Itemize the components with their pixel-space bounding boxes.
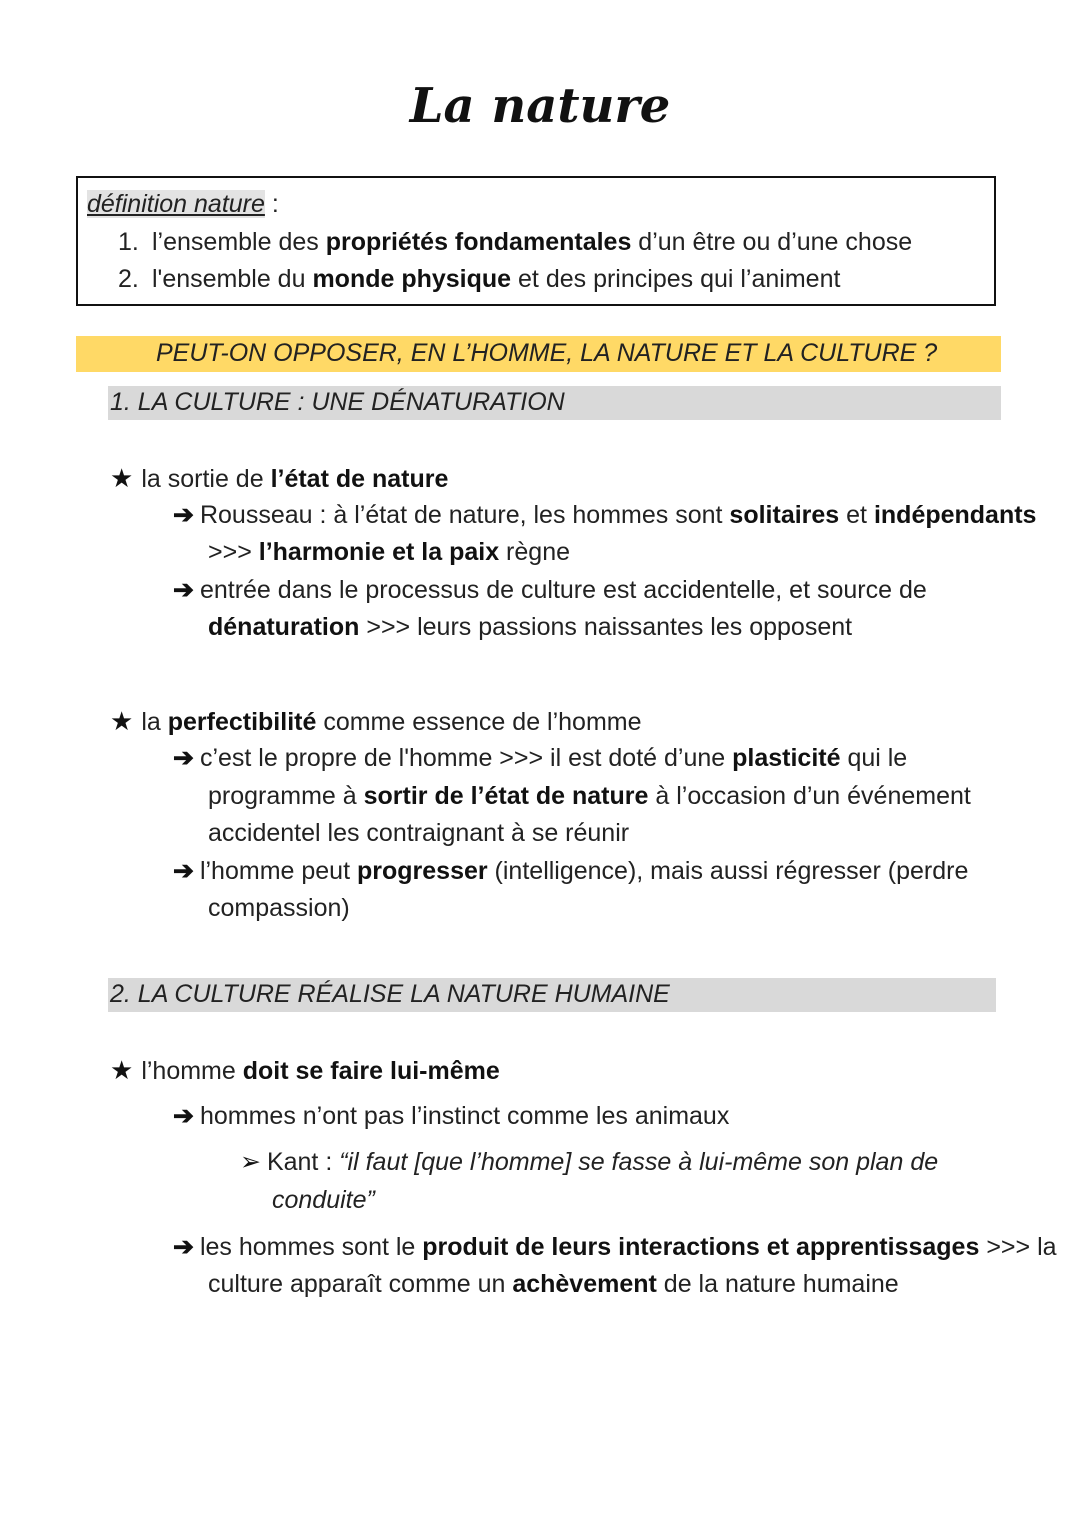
bullet-text: l’homme peut	[199, 857, 357, 885]
sub-bullet	[173, 1101, 729, 1131]
arrow-right-icon: ➔	[173, 857, 194, 885]
bullet-text: les hommes sont le	[199, 1233, 423, 1261]
bullet-text: comme essence de l’homme	[316, 708, 642, 736]
page-title: La nature	[409, 78, 671, 134]
section-heading-text: 1. LA CULTURE : UNE DÉNATURATION	[110, 388, 565, 416]
bullet-text: >>> la	[979, 1233, 1057, 1261]
sub-bullet	[173, 856, 968, 886]
question-text: PEUT-ON OPPOSER, EN L’HOMME, LA NATURE ET LA CULTURE ?	[156, 339, 938, 367]
bullet-bold: progresser	[356, 857, 488, 885]
bullet-star	[110, 706, 642, 737]
section-heading-2	[108, 978, 996, 1012]
bullet-text: l’homme	[141, 1057, 243, 1085]
bullet-text: >>> leurs passions naissantes les opposent	[359, 613, 853, 641]
bullet-text: hommes n’ont pas l’instinct comme les animaux	[199, 1102, 730, 1130]
item-bold: propriétés fondamentales	[325, 228, 632, 256]
sub-bullet-continued	[208, 893, 350, 923]
bullet-star	[110, 463, 448, 494]
bullet-text: (intelligence), mais aussi régresser (perdre	[487, 857, 969, 885]
star-icon: ★	[110, 1055, 134, 1085]
bullet-bold: l’harmonie et la paix	[258, 538, 500, 566]
arrow-right-icon: ➔	[173, 1102, 194, 1130]
quote-text: conduite”	[272, 1186, 375, 1214]
arrow-right-icon: ➔	[173, 1233, 194, 1261]
bullet-text: à l’occasion d’un événement	[648, 782, 971, 810]
item-text: l’ensemble des	[152, 228, 326, 256]
bullet-text: qui le	[840, 744, 908, 772]
bullet-text: culture apparaît comme un	[208, 1270, 513, 1298]
sub-bullet-continued	[208, 781, 971, 811]
definition-item	[118, 228, 912, 257]
bullet-text: la	[141, 708, 168, 736]
item-number: 2.	[118, 265, 139, 293]
bullet-bold: plasticité	[732, 744, 841, 772]
arrow-right-icon: ➔	[173, 744, 194, 772]
definition-item	[118, 265, 840, 294]
bullet-text: et	[839, 501, 874, 529]
sub-bullet-continued	[208, 537, 570, 567]
sub-bullet	[173, 500, 1036, 530]
item-number: 1.	[118, 228, 139, 256]
section-heading-1	[108, 386, 1001, 420]
star-icon: ★	[110, 463, 134, 493]
bullet-text: Kant :	[266, 1148, 340, 1176]
sub-sub-bullet	[240, 1147, 938, 1177]
bullet-bold: produit de leurs interactions et apprentissages	[422, 1233, 980, 1261]
sub-bullet	[173, 1232, 1057, 1262]
definition-label-line	[87, 190, 279, 219]
item-bold: monde physique	[312, 265, 512, 293]
item-text: l'ensemble du	[152, 265, 313, 293]
bullet-bold: doit se faire lui-même	[242, 1057, 500, 1085]
question-banner	[76, 336, 1001, 372]
sub-bullet-continued	[208, 1269, 899, 1299]
triangle-arrow-icon: ➢	[240, 1148, 261, 1176]
bullet-bold: achèvement	[512, 1270, 657, 1298]
definition-colon: :	[264, 190, 279, 218]
definition-label: définition nature	[87, 190, 265, 218]
item-text: d’un être ou d’une chose	[631, 228, 913, 256]
bullet-bold: l’état de nature	[270, 465, 449, 493]
bullet-text: >>>	[208, 538, 259, 566]
bullet-text: compassion)	[208, 894, 350, 922]
bullet-bold: indépendants	[873, 501, 1037, 529]
sub-bullet	[173, 575, 927, 605]
bullet-bold: dénaturation	[208, 613, 360, 641]
bullet-text: c’est le propre de l'homme >>> il est doté d’une	[199, 744, 733, 772]
section-heading-text: 2. LA CULTURE RÉALISE LA NATURE HUMAINE	[110, 980, 670, 1008]
quote-text: “il faut [que l’homme] se fasse à lui-même son plan de	[339, 1148, 939, 1176]
arrow-right-icon: ➔	[173, 576, 194, 604]
bullet-text: entrée dans le processus de culture est accidentelle, et source de	[199, 576, 927, 604]
arrow-right-icon: ➔	[173, 501, 194, 529]
sub-bullet-continued	[208, 612, 852, 642]
item-text: et des principes qui l’animent	[511, 265, 841, 293]
sub-sub-bullet-continued	[272, 1185, 375, 1215]
bullet-bold: solitaires	[729, 501, 840, 529]
bullet-text: la sortie de	[141, 465, 271, 493]
bullet-text: programme à	[208, 782, 364, 810]
bullet-bold: sortir de l’état de nature	[363, 782, 649, 810]
bullet-text: de la nature humaine	[656, 1270, 899, 1298]
bullet-text: règne	[499, 538, 570, 566]
bullet-text: Rousseau : à l’état de nature, les hommes sont	[199, 501, 730, 529]
sub-bullet	[173, 743, 907, 773]
bullet-text: accidentel les contraignant à se réunir	[208, 819, 630, 847]
bullet-bold: perfectibilité	[167, 708, 317, 736]
star-icon: ★	[110, 706, 134, 736]
sub-bullet-continued	[208, 818, 629, 848]
bullet-star	[110, 1055, 500, 1086]
definition-box	[76, 176, 996, 306]
